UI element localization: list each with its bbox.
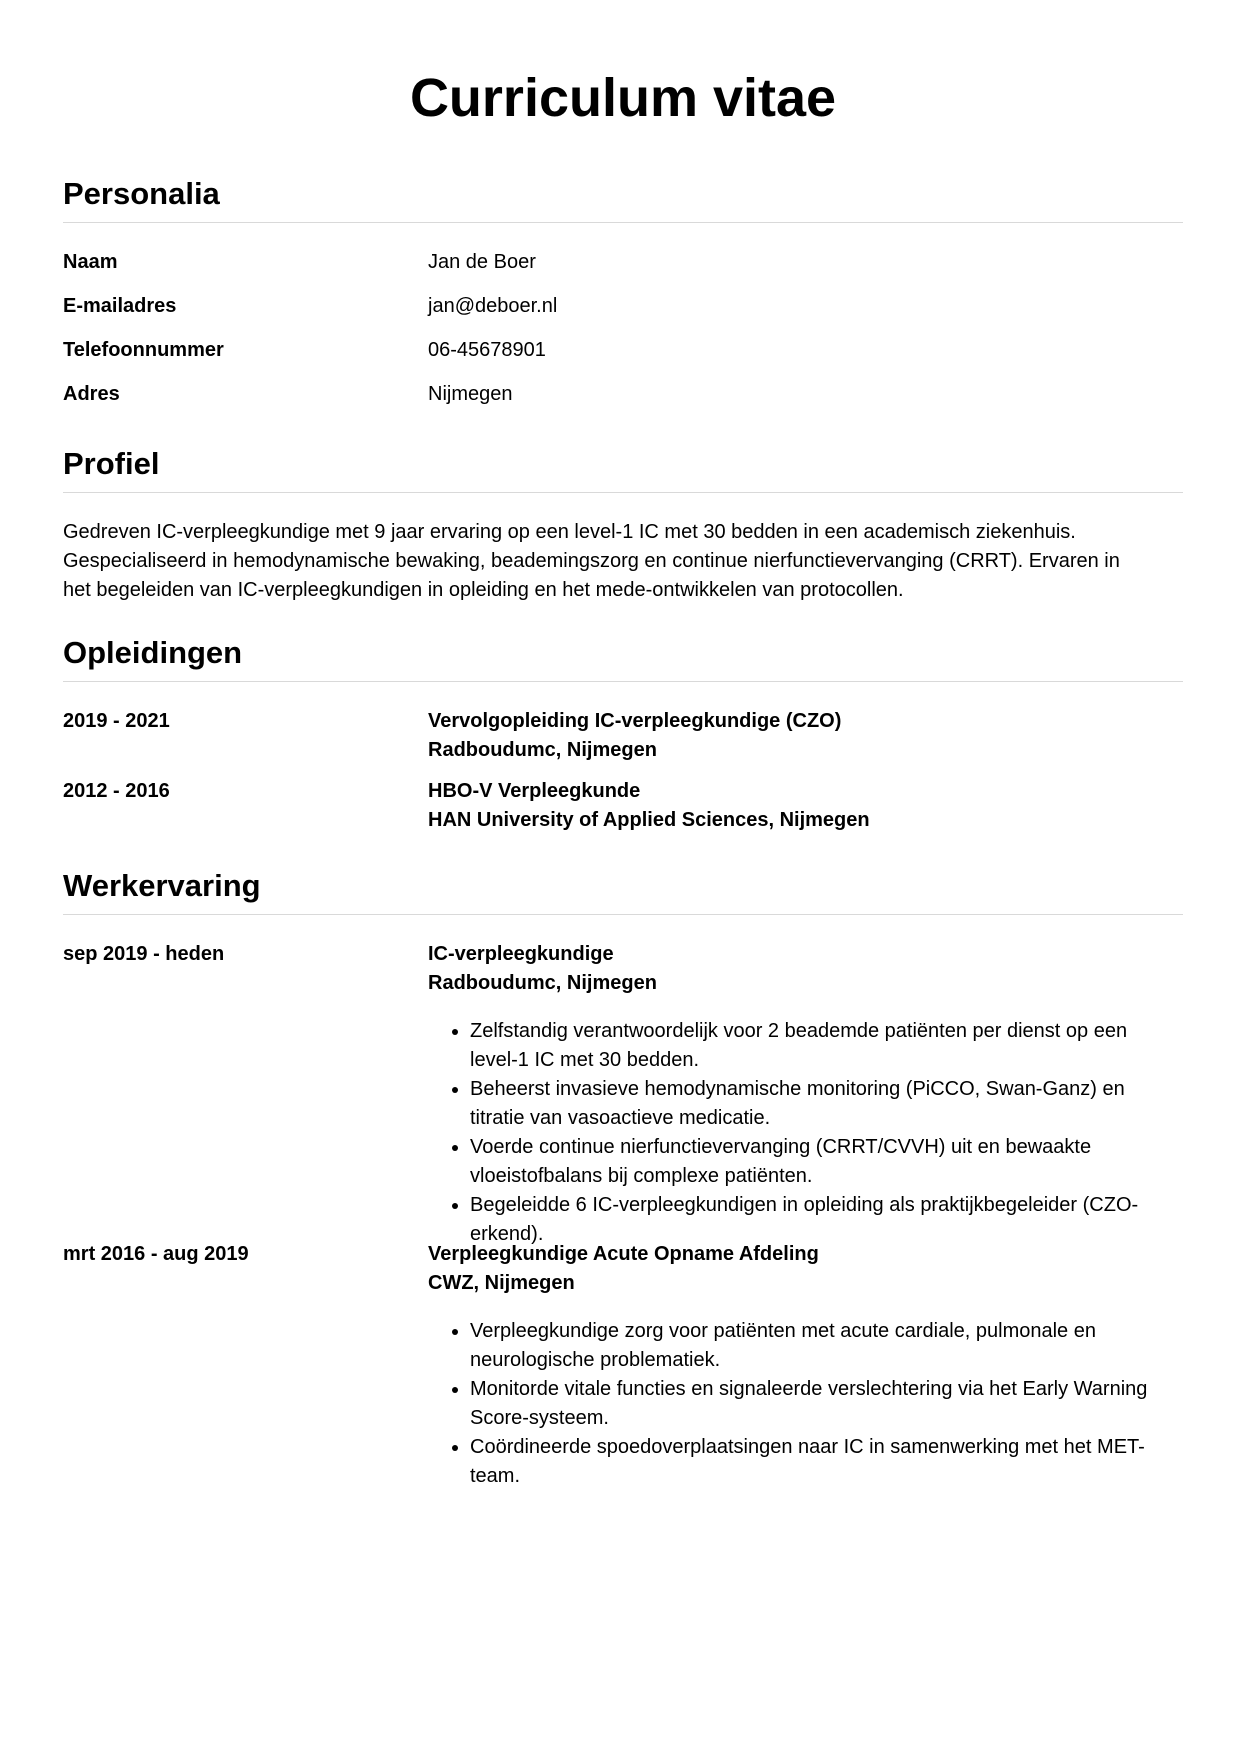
section-heading-opleidingen: Opleidingen [63,635,243,670]
section-heading-personalia: Personalia [63,176,220,211]
section-heading-werkervaring: Werkervaring [63,868,261,903]
list-item [470,1433,1241,1491]
education-details [428,777,1183,835]
job-title: IC-verpleegkundige [428,943,614,965]
list-item [470,1133,1241,1191]
work-period: sep 2019 - heden [63,943,225,965]
field-label: Adres [63,383,120,405]
work-details [428,940,1183,998]
field-value: Jan de Boer [428,251,536,273]
work-responsibilities [428,1317,1241,1491]
list-item-line: Zelfstandig verantwoordelijk voor 2 beademde patiënten per dienst op een [470,1020,1128,1042]
document-title: Curriculum vitae [409,68,837,128]
work-details [428,1240,1183,1298]
field-value: jan@deboer.nl [428,295,558,317]
profile-line: Gedreven IC-verpleegkundige met 9 jaar ervaring op een level-1 IC met 30 bedden in een academisch ziekenhuis. [63,521,1076,543]
list-item-line: erkend). [470,1223,544,1245]
list-item-line: team. [470,1465,521,1487]
list-item-line: titratie van vasoactieve medicatie. [470,1107,771,1129]
list-item-line: Score-systeem. [470,1407,609,1429]
field-label: Telefoonnummer [63,339,224,361]
section-divider [63,681,1183,682]
list-item-line: Voerde continue nierfunctievervanging (CRRT/CVVH) uit en bewaakte [470,1136,1092,1158]
education-title: HBO-V Verpleegkunde [428,780,641,802]
education-details [428,707,1183,765]
employer: Radboudumc, Nijmegen [428,972,657,994]
field-label: E-mailadres [63,295,177,317]
profile-paragraph [63,518,1183,605]
work-responsibilities [428,1017,1241,1249]
education-period: 2012 - 2016 [63,780,170,802]
job-title: Verpleegkundige Acute Opname Afdeling [428,1243,819,1265]
field-value: Nijmegen [428,383,513,405]
list-item [470,1075,1241,1133]
list-item [470,1017,1241,1075]
list-item-line: Coördineerde spoedoverplaatsingen naar IC in samenwerking met het MET- [470,1436,1145,1458]
education-title: Vervolgopleiding IC-verpleegkundige (CZO) [428,710,842,732]
work-period: mrt 2016 - aug 2019 [63,1243,249,1265]
field-label: Naam [63,251,118,273]
list-item-line: Begeleidde 6 IC-verpleegkundigen in opleiding als praktijkbegeleider (CZO- [470,1194,1139,1216]
field-value: 06-45678901 [428,339,546,361]
list-item-line: neurologische problematiek. [470,1349,721,1371]
profile-line: het begeleiden van IC-verpleegkundigen in opleiding en het mede-ontwikkelen van protocollen. [63,579,904,601]
employer: CWZ, Nijmegen [428,1272,575,1294]
list-item-line: vloeistofbalans bij complexe patiënten. [470,1165,813,1187]
list-item-line: level-1 IC met 30 bedden. [470,1049,700,1071]
section-divider [63,492,1183,493]
profile-line: Gespecialiseerd in hemodynamische bewaking, beademingszorg en continue nierfunctievervanging (CRRT). Ervaren in [63,550,1120,572]
list-item-line: Verpleegkundige zorg voor patiënten met acute cardiale, pulmonale en [470,1320,1096,1342]
list-item-line: Monitorde vitale functies en signaleerde verslechtering via het Early Warning [470,1378,1148,1400]
list-item-line: Beheerst invasieve hemodynamische monitoring (PiCCO, Swan-Ganz) en [470,1078,1125,1100]
education-institution: Radboudumc, Nijmegen [428,739,657,761]
list-item [470,1317,1241,1375]
education-institution: HAN University of Applied Sciences, Nijmegen [428,809,870,831]
section-divider [63,914,1183,915]
section-divider [63,222,1183,223]
education-period: 2019 - 2021 [63,710,170,732]
section-heading-profiel: Profiel [63,446,160,481]
list-item [470,1375,1241,1433]
